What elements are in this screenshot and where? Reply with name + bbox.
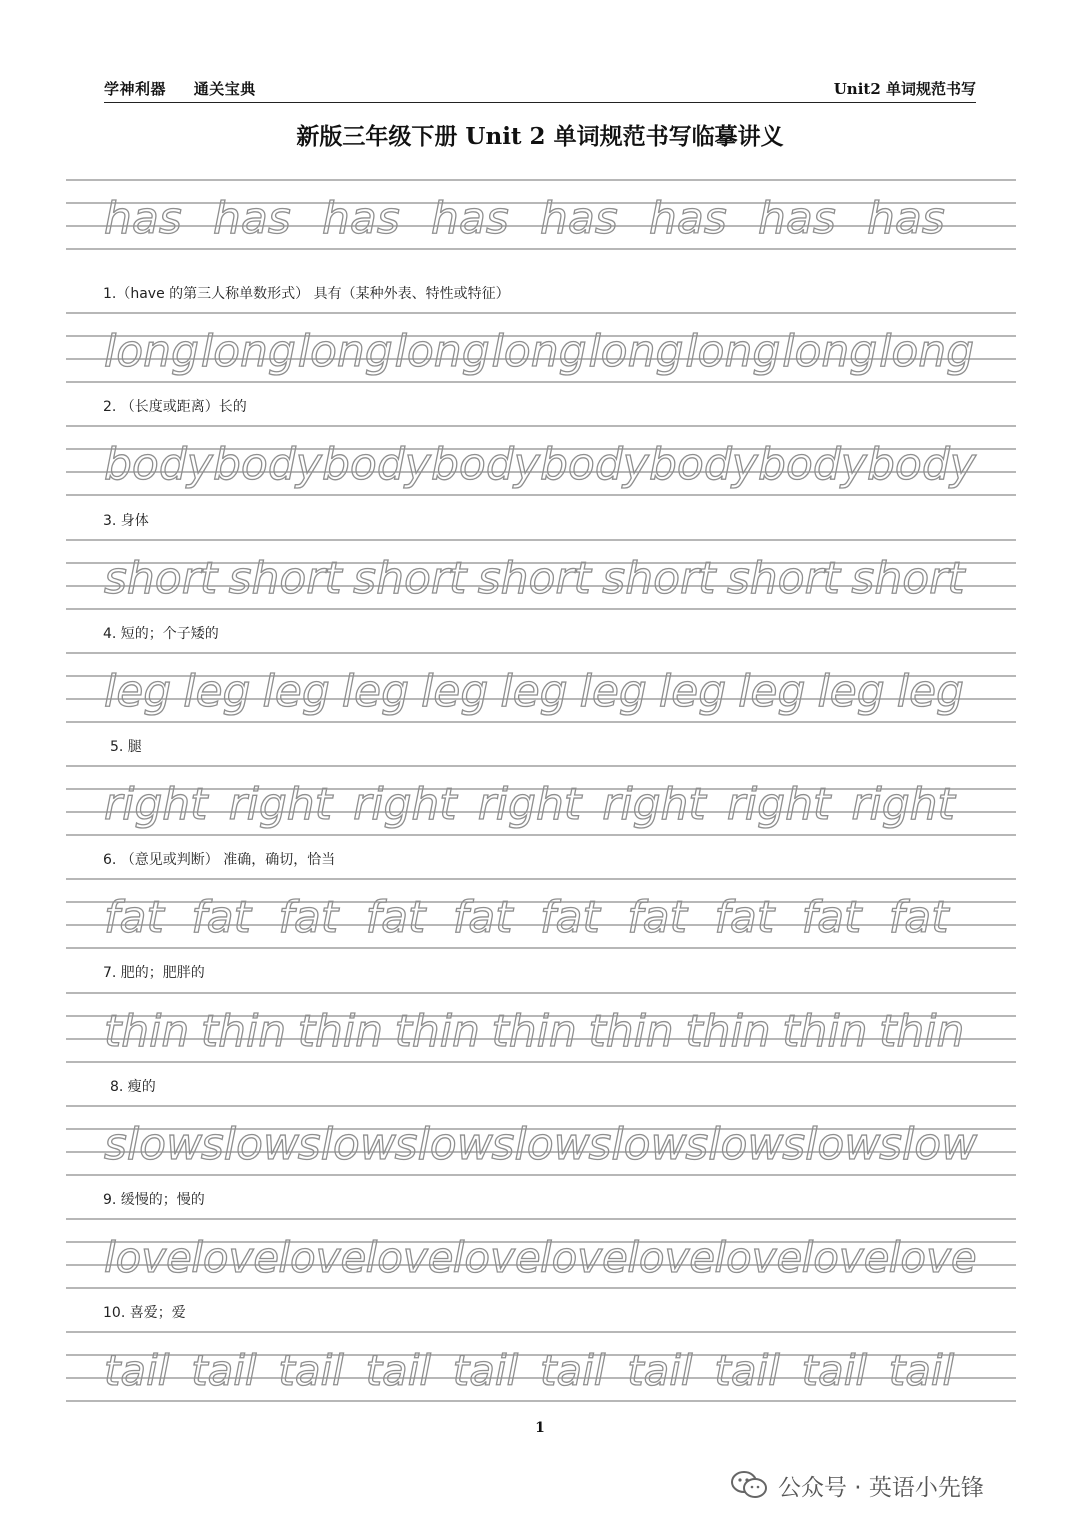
practice-word: fat	[452, 892, 513, 943]
practice-word: thin	[685, 1006, 771, 1057]
practice-word: thin	[879, 1006, 965, 1057]
practice-word: tail	[888, 1346, 955, 1395]
practice-word: fat	[278, 892, 339, 943]
practice-word: love	[452, 1233, 541, 1282]
practice-word: love	[888, 1233, 977, 1282]
practice-band-body	[66, 426, 1016, 495]
practice-word: fat	[104, 892, 164, 943]
practice-word: body	[213, 439, 322, 490]
practice-word: short	[851, 553, 965, 604]
practice-word: right	[477, 779, 582, 830]
page-title: 新版三年级下册 Unit 2 单词规范书写临摹讲义	[296, 123, 784, 150]
caption: 4. 短的；个子矮的	[103, 626, 219, 642]
practice-word: slow	[879, 1119, 978, 1170]
practice-word: fat	[888, 892, 949, 943]
practice-word: body	[431, 439, 540, 490]
practice-word: slow	[297, 1119, 396, 1170]
practice-word: fat	[801, 892, 862, 943]
practice-word: fat	[714, 892, 775, 943]
page-number: 1	[535, 1420, 545, 1436]
caption: 1.（have 的第三人称单数形式） 具有（某种外表、特性或特征）	[103, 286, 510, 302]
practice-word: has	[540, 193, 618, 244]
practice-word: thin	[588, 1006, 674, 1057]
practice-word: leg	[262, 666, 330, 717]
practice-word: thin	[394, 1006, 480, 1057]
caption: 8. 瘦的	[110, 1079, 156, 1095]
practice-band-slow	[66, 1106, 1016, 1175]
caption: 9. 缓慢的；慢的	[103, 1192, 205, 1208]
caption: 3. 身体	[103, 513, 149, 529]
practice-word: tail	[627, 1346, 693, 1395]
caption: 10. 喜爱；爱	[103, 1305, 186, 1321]
practice-word: short	[353, 553, 467, 604]
practice-word: tail	[452, 1346, 519, 1395]
practice-word: tail	[104, 1346, 170, 1395]
header-left-item: 学神利器	[104, 80, 167, 98]
practice-word: body	[322, 439, 431, 490]
practice-word: body	[867, 439, 976, 490]
practice-word: has	[322, 193, 400, 244]
practice-band-tail	[66, 1332, 1016, 1401]
practice-word: slow	[104, 1119, 203, 1170]
practice-word: short	[228, 553, 342, 604]
practice-word: body	[758, 439, 867, 490]
practice-word: long	[297, 326, 393, 377]
practice-word: leg	[341, 666, 410, 717]
practice-word: slow	[200, 1119, 299, 1170]
practice-word: body	[649, 439, 758, 490]
practice-word: leg	[500, 666, 568, 717]
practice-word: long	[685, 326, 781, 377]
practice-word: right	[851, 779, 955, 830]
practice-word: has	[431, 193, 509, 244]
watermark	[730, 1465, 984, 1505]
practice-word: love	[801, 1233, 890, 1282]
practice-word: thin	[200, 1006, 287, 1057]
practice-word: short	[602, 553, 716, 604]
practice-word: right	[104, 779, 208, 830]
wechat-icon	[730, 1470, 768, 1500]
practice-word: love	[627, 1233, 716, 1282]
caption: 2. （长度或距离）长的	[103, 399, 247, 415]
practice-word: leg	[421, 666, 489, 717]
practice-band-love	[66, 1219, 1016, 1288]
practice-word: has	[213, 193, 291, 244]
practice-word: leg	[579, 666, 647, 717]
practice-word: tail	[714, 1346, 780, 1395]
practice-band-fat	[66, 879, 1016, 948]
practice-word: long	[782, 326, 878, 377]
practice-word: body	[104, 439, 213, 490]
practice-word: right	[726, 779, 831, 830]
practice-word: slow	[394, 1119, 493, 1170]
practice-word: slow	[588, 1119, 687, 1170]
practice-word: leg	[896, 666, 964, 717]
practice-band-has	[66, 180, 1016, 249]
practice-word: has	[649, 193, 727, 244]
practice-word: long	[588, 326, 684, 377]
watermark-text: 公众号 · 英语小先锋	[778, 1474, 984, 1501]
practice-word: love	[191, 1233, 280, 1282]
practice-word: has	[104, 193, 182, 244]
practice-word: tail	[540, 1346, 606, 1395]
practice-word: love	[104, 1233, 192, 1282]
practice-word: fat	[540, 892, 600, 943]
practice-word: love	[278, 1233, 367, 1282]
practice-word: tail	[191, 1346, 257, 1395]
header-right: Unit2 单词规范书写	[833, 80, 976, 98]
practice-word: has	[867, 193, 945, 244]
practice-word: leg	[658, 666, 727, 717]
practice-word: fat	[627, 892, 687, 943]
practice-word: slow	[491, 1119, 590, 1170]
practice-band-right	[66, 766, 1016, 835]
practice-word: short	[477, 553, 591, 604]
practice-word: long	[394, 326, 490, 377]
practice-word: leg	[104, 666, 172, 717]
practice-word: tail	[365, 1346, 431, 1395]
practice-word: long	[200, 326, 296, 377]
practice-word: thin	[104, 1006, 190, 1057]
practice-word: leg	[738, 666, 806, 717]
practice-word: thin	[782, 1006, 868, 1057]
practice-word: right	[228, 779, 332, 830]
practice-word: body	[540, 439, 649, 490]
practice-word: thin	[491, 1006, 577, 1057]
practice-word: love	[540, 1233, 628, 1282]
practice-word: love	[714, 1233, 803, 1282]
practice-word: short	[726, 553, 840, 604]
practice-word: long	[879, 326, 975, 377]
practice-word: leg	[817, 666, 885, 717]
practice-word: leg	[183, 666, 251, 717]
practice-word: thin	[297, 1006, 384, 1057]
practice-word: tail	[278, 1346, 344, 1395]
practice-word: tail	[801, 1346, 867, 1395]
practice-band-short	[66, 540, 1016, 609]
practice-band-thin	[66, 993, 1016, 1062]
practice-word: slow	[685, 1119, 784, 1170]
practice-word: right	[353, 779, 457, 830]
practice-word: love	[365, 1233, 454, 1282]
practice-word: has	[758, 193, 836, 244]
practice-band-leg	[66, 653, 1016, 722]
practice-word: short	[104, 553, 218, 604]
practice-word: fat	[365, 892, 426, 943]
caption: 6. （意见或判断） 准确，确切，恰当	[103, 852, 336, 868]
practice-word: long	[491, 326, 587, 377]
practice-word: long	[104, 326, 199, 377]
practice-word: slow	[782, 1119, 881, 1170]
header-left-item: 通关宝典	[193, 80, 256, 98]
caption: 5. 腿	[110, 739, 142, 755]
practice-band-long	[66, 313, 1016, 382]
caption: 7. 肥的；肥胖的	[103, 965, 205, 981]
practice-word: right	[602, 779, 706, 830]
practice-word: fat	[191, 892, 251, 943]
